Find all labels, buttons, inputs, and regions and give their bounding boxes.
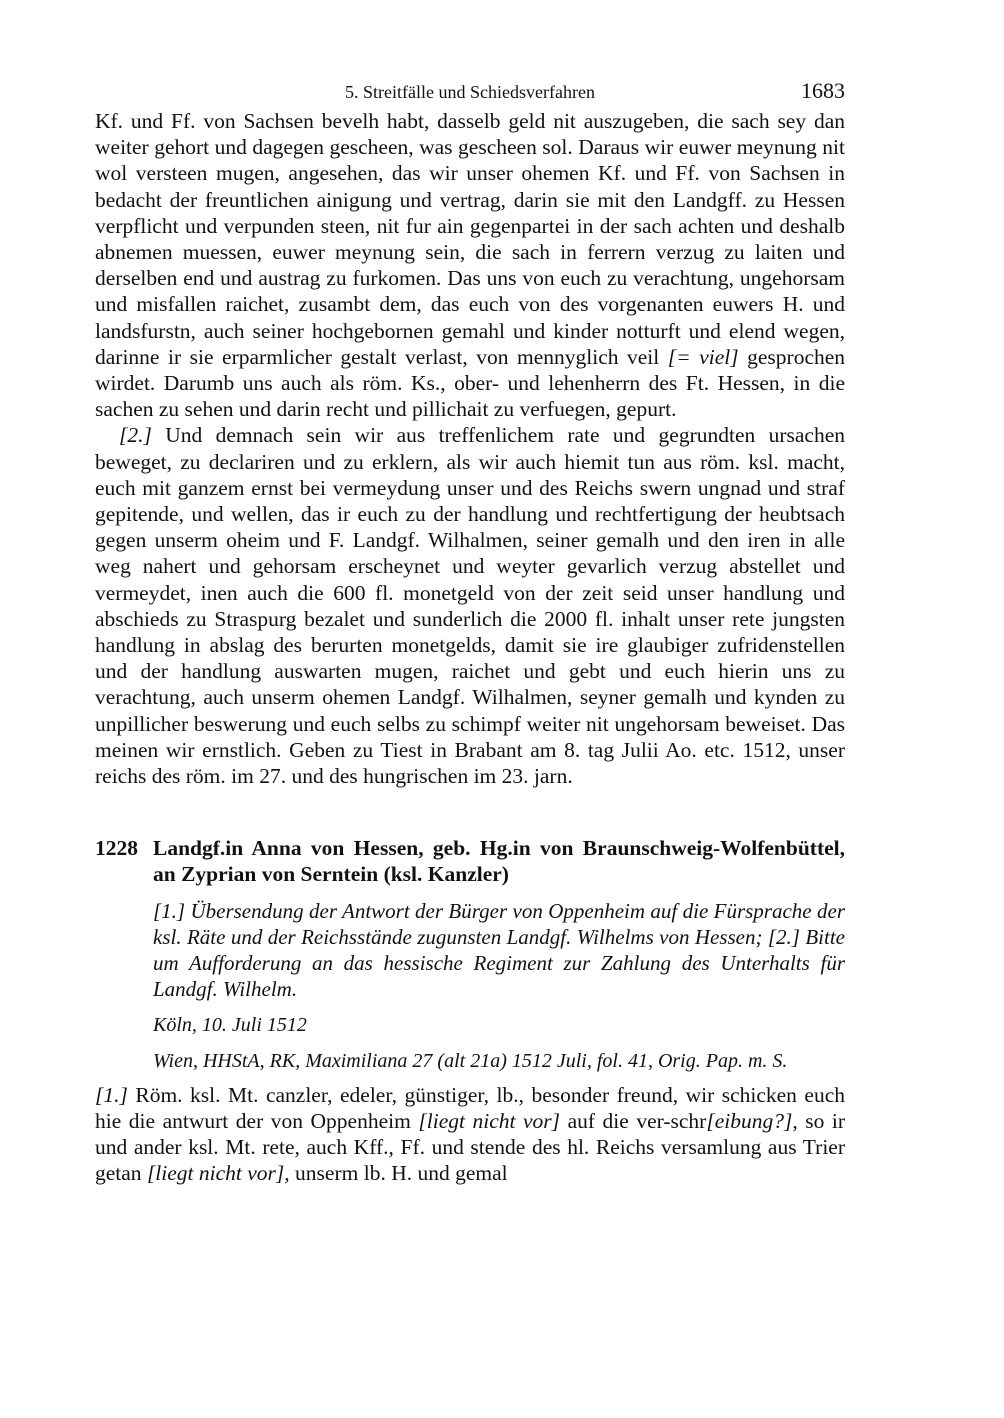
entry-place-date: Köln, 10. Juli 1512 xyxy=(153,1013,307,1036)
letter-marker: [1.] xyxy=(95,1082,128,1107)
paragraph-1-end: gesprochen wirdet. Darumb uns auch als röm. Ks., ober- und lehenherrn des Ft. Hessen, in die sachen zu sehen und darin recht und pillichait zu verfuegen, gepurt. xyxy=(95,344,846,422)
letter-text-2: auf die ver-schr xyxy=(567,1108,707,1133)
page-number: 1683 xyxy=(801,78,845,103)
paragraph-1 xyxy=(95,108,845,422)
editorial-note: [= viel] xyxy=(667,344,739,369)
letter-text-1: Röm. ksl. Mt. canzler, edeler, günstiger, lb., besonder freund, wir schicken euch hie die antwurt der von Oppenheim xyxy=(95,1082,846,1133)
letter-note-3: [liegt nicht vor], xyxy=(146,1161,290,1186)
letter-text-3: , so ir und ander ksl. Mt. rete, auch Kff., Ff. und stende des hl. Reichs versamlung aus Trier getan xyxy=(95,1108,845,1186)
paragraph-2-marker: [2.] xyxy=(119,423,152,448)
document-page xyxy=(95,78,845,1187)
entry-regest: [1.] Übersendung der Antwort der Bürger von Oppenheim auf die Fürsprache der ksl. Räte und der Reichsstände zugunsten Landgf. Wilhelms von Hessen; [2.] Bitte um Aufforderung an das hessische Regiment zur Zahlung des Unterhalts für Landgf. Wilhelm. xyxy=(153,898,845,1001)
letter-text-4: unserm lb. H. und gemal xyxy=(295,1161,508,1186)
paragraph-1-text: Kf. und Ff. von Sachsen bevelh habt, dasselb geld nit auszugeben, die sach sey dan weiter gehort und dagegen gescheen, was gescheen sol. Daraus wir euwer meynung nit wol versteen mugen, angesehen, das wir unser ohemen Kf. und Ff. von Sachsen in bedacht der freuntlichen ainigung und vertrag, darin sie mit den Landgff. zu Hessen verpflicht und verpunden steen, nit fur ain gegenpartei in der sach achten und deshalb abnemen muessen, euwer meynung sein, die sach in ferrern verzug zu laiten und derselben end und austrag zu furkomen. Das uns von euch zu verachtung, ungehorsam und misfallen raichet, zusambt dem, das euch von des vorgenanten euwers H. und landsfurstn, auch seiner hochgebornen gemahl und kinder notturft und elend wegen, darinne ir sie erparmlicher gestalt verlast, von mennyglich veil xyxy=(95,109,845,369)
running-title: 5. Streitfälle und Schiedsverfahren xyxy=(345,82,595,102)
document-entry xyxy=(95,835,845,1073)
letter-text xyxy=(95,1082,845,1187)
running-head xyxy=(95,78,845,108)
entry-main xyxy=(153,835,845,1073)
entry-number: 1228 xyxy=(95,836,138,861)
letter-note-2: [eibung?] xyxy=(706,1108,793,1133)
entry-source: Wien, HHStA, RK, Maximiliana 27 (alt 21a) 1512 Juli, fol. 41, Orig. Pap. m. S. xyxy=(153,1049,788,1072)
entry-title: Landgf.in Anna von Hessen, geb. Hg.in von Braunschweig-Wolfenbüttel, an Zyprian von Serntein (ksl. Kanzler) xyxy=(153,836,845,887)
paragraph-2 xyxy=(95,422,845,789)
letter-note-1: [liegt nicht vor] xyxy=(418,1108,561,1133)
paragraph-2-text: Und demnach sein wir aus treffenlichem rate und gegrundten ursachen beweget, zu declariren und zu erklern, als wir auch hiemit tun aus röm. ksl. macht, euch mit ganzem ernst bei vermeydung unser und des Reichs swern ungnad und straf gepitende, und wellen, das ir euch zu der handlung und rechtfertigung der heubtsach gegen unserm oheim und F. Landgf. Wilhalmen, seiner gemalh und den iren in alle weg nahert und gehorsam erscheynet und weyter gevarlich verzug abstellet und vermeydet, inen auch die 600 fl. monetgeld von der zeit seid unser handlung und abschieds zu Straspurg bezalet und sunderlich die 2000 fl. inhalt unser rete jungsten handlung in abslag des berurten monetgelds, damit sie ire glaubiger zufridenstellen und der handlung auswarten mugen, raichet und gebt und euch hierin uns zu verachtung, auch unserm ohemen Landgf. Wilhalmen, seyner gemalh und kynden zu unpillicher beswerung und euch selbs zu schimpf weiter nit ungehorsam beweiset. Das meinen wir ernstlich. Geben zu Tiest in Brabant am 8. tag Julii Ao. etc. 1512, unser reichs des röm. im 27. und des hungrischen im 23. jarn. xyxy=(95,423,846,789)
